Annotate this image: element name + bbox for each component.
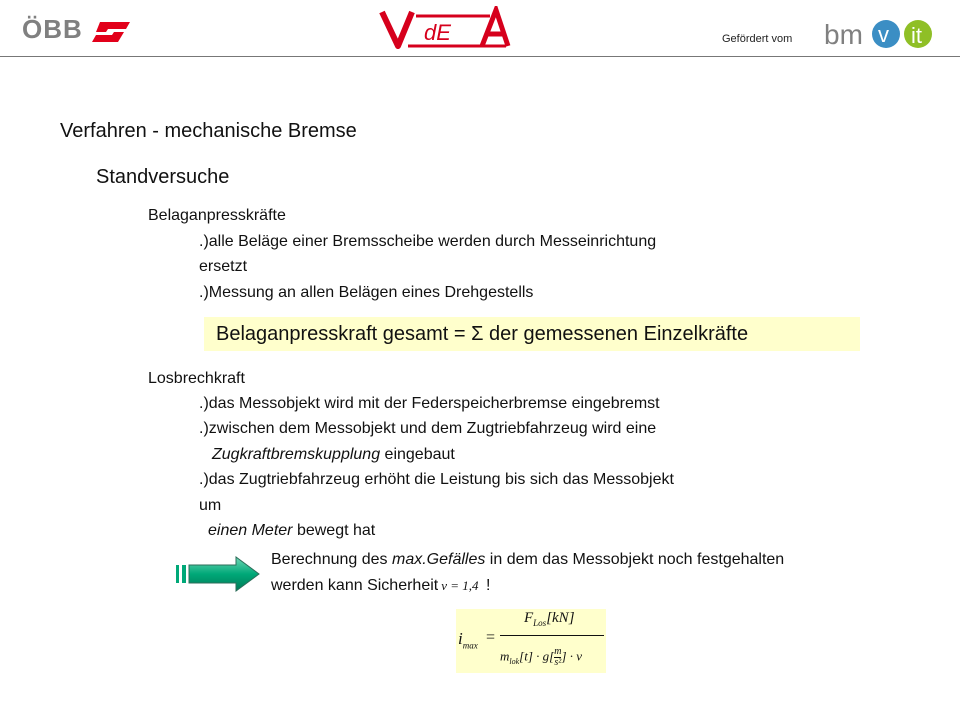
berechnung-line2-post: ! [485,577,491,594]
section2-line2b-rest: eingebaut [380,446,455,463]
section2-line3: .)das Zugtriebfahrzeug erhöht die Leistung bis sich das Messobjekt [199,471,674,488]
section2-line2b [212,444,455,466]
section2-line2: .)zwischen dem Messobjekt und dem Zugtriebfahrzeug wird eine [199,420,657,437]
formula-den-end: ] · ν [561,648,583,664]
page-title: Verfahren - mechanische Bremse [60,120,357,142]
vdea-logo [378,6,512,52]
formula-numerator-sub: Los [533,618,547,628]
berechnung-line2-pre: werden kann Sicherheit [271,577,439,594]
svg-text:dE: dE [424,20,451,45]
formula-lhs [458,629,478,650]
obb-logo-text: ÖBB [22,14,83,44]
section2-line1: .)das Messobjekt wird mit der Federspeicherbremse eingebremst [199,395,660,412]
svg-text:v: v [878,22,889,47]
obb-swoosh-icon [90,20,132,44]
formula-numerator-unit: [kN] [546,610,575,626]
section1-line1b: ersetzt [199,258,248,275]
berechnung-line1-post: in dem das Messobjekt noch festgehalten [485,551,785,568]
section2-line3c-rest: bewegt hat [292,522,376,539]
formula-denominator [500,647,582,668]
formula-numerator-symbol: F [524,610,534,626]
formula-den-m-sub: lok [509,657,520,667]
formula-equals: = [486,629,496,646]
formula-numerator [524,610,575,628]
berechnung-line1 [271,549,784,571]
gefoerdert-label: Gefördert vom [722,33,793,45]
formula-den-m: m [500,648,510,664]
bmvit-logo [824,16,940,52]
svg-text:bm: bm [824,19,863,50]
highlight-box: Belaganpresskraft gesamt = Σ der gemessenen Einzelkräfte [204,317,860,351]
section2-line2b-italic: Zugkraftbremskupplung [212,446,381,463]
section2-heading: Losbrechkraft [148,370,245,387]
vdea-logo-icon [378,6,512,52]
page-subtitle: Standversuche [96,166,230,188]
formula-lhs-symbol: i [458,629,463,648]
berechnung-line1-italic: max.Gefälles [391,551,486,568]
formula-lhs-sub: max [462,640,478,651]
section1-line1: .)alle Beläge einer Bremsscheibe werden durch Messeinrichtung [199,233,657,250]
section2-line3c [208,520,375,542]
bmvit-logo-icon [824,16,940,52]
berechnung-line1-pre: Berechnung des [271,551,392,568]
formula-fraction-line [500,635,604,636]
formula-den-t: [t] · g[ [519,648,555,664]
header-divider [0,56,960,57]
formula-inner-den: s² [554,657,562,668]
svg-text:it: it [911,23,922,48]
section1-line2: .)Messung an allen Belägen eines Drehgestells [199,284,534,301]
obb-logo [22,14,132,50]
section1-heading: Belaganpresskräfte [148,207,286,224]
formula-box [456,609,606,673]
formula-inner-num: m [554,646,562,657]
berechnung-line2 [271,575,490,597]
section2-line3c-italic: einen Meter [208,522,293,539]
section2-line3b: um [199,497,222,514]
arrow-right-icon [176,556,260,592]
nu-formula: ν = 1,4 [438,578,481,593]
